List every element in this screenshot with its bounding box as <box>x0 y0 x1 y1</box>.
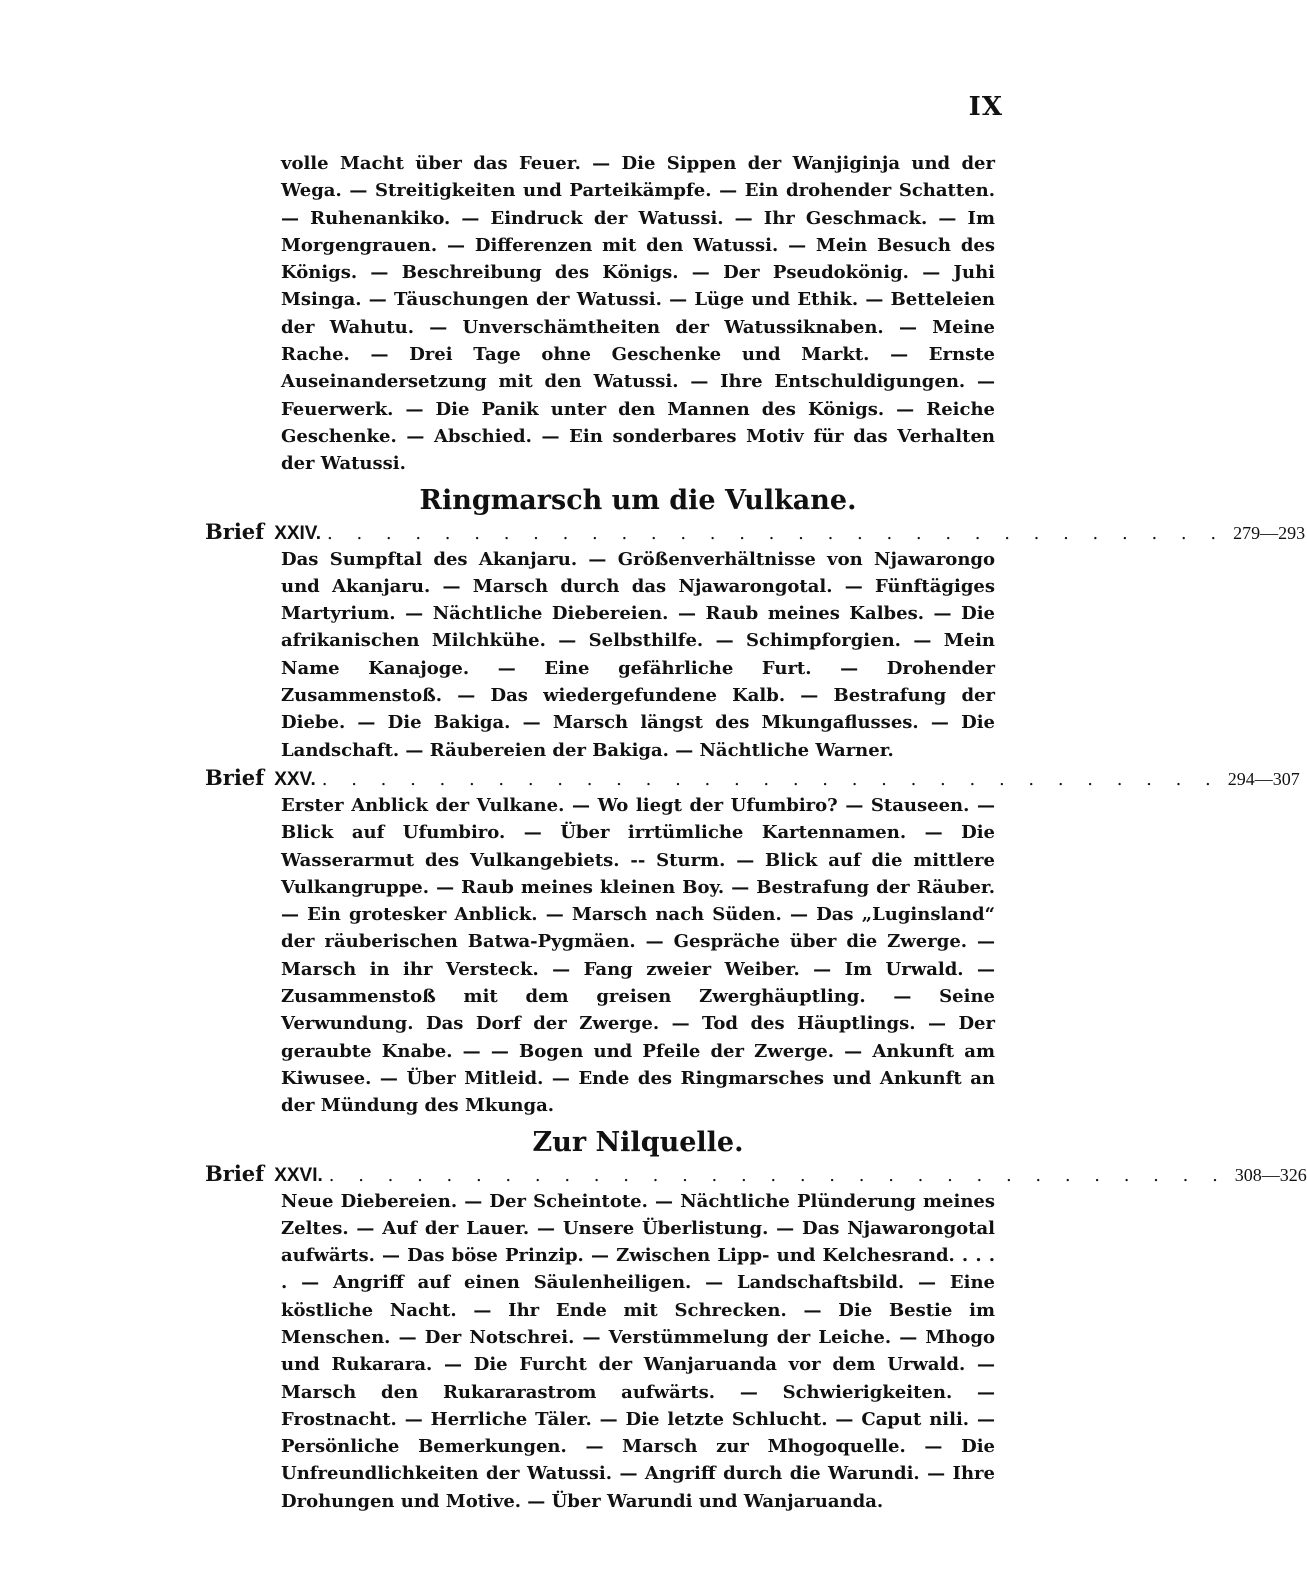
toc-entry-brief-xxvi <box>205 1160 1307 1188</box>
entry-summary: Das Sumpftal des Akanjaru. — Größenverhältnisse von Njawarongo und Akanjaru. — Marsch durch das Njawarongotal. — Fünftägiges Martyrium. — Nächtliche Diebereien. — Raub meines Kalbes. — Die afrikanischen Milchkühe. — Selbsthilfe. — Schimpforgien. — Mein Name Kanajoge. — Eine gefährliche Furt. — Drohender Zusammenstoß. — Das wiedergefundene Kalb. — Bestrafung der Diebe. — Die Bakiga. — Marsch längst des Mkungaflusses. — Die Landschaft. — Räubereien der Bakiga. — Nächtliche Warner. <box>281 548 995 761</box>
brief-label: Brief <box>205 518 265 544</box>
toc-entry-brief-xxv <box>205 764 1300 792</box>
section-heading-nilquelle: Zur Nilquelle. <box>532 1126 744 1158</box>
page-number: IX <box>968 92 1003 122</box>
intro-paragraph: volle Macht über das Feuer. — Die Sippen der Wanjiginja und der Wega. — Streitigkeiten und Parteikämpfe. — Ein drohender Schatten. — Ruhenankiko. — Eindruck der Watussi. — Ihr Geschmack. — Im Morgengrauen. — Differenzen mit den Watussi. — Mein Besuch des Königs. — Beschreibung des Königs. — Der Pseudokönig. — Juhi Msinga. — Täuschungen der Watussi. — Lüge und Ethik. — Betteleien der Wahutu. — Unverschämtheiten der Watussiknaben. — Meine Rache. — Drei Tage ohne Geschenke und Markt. — Ernste Auseinandersetzung mit den Watussi. — Ihre Entschuldigungen. — Feuerwerk. — Die Panik unter den Mannen des Königs. — Reiche Geschenke. — Abschied. — Ein sonderbares Motiv für das Verhalten der Watussi. <box>281 153 995 475</box>
brief-label: Brief <box>205 764 265 790</box>
entry-summary: Neue Diebereien. — Der Scheintote. — Nächtliche Plünderung meines Zeltes. — Auf der Lauer. — Unsere Überlistung. — Das Njawarongotal aufwärts. — Das böse Prinzip. — Zwischen Lipp- und Kelchesrand. . . . . — Angriff auf einen Säulenheiligen. — Landschaftsbild. — Eine köstliche Nacht. — Ihr Ende mit Schrecken. — Die Bestie im Menschen. — Der Notschrei. — Verstümmelung der Leiche. — Mhogo und Rukarara. — Die Furcht der Wanjaruanda vor dem Urwald. — Marsch den Rukararastrom aufwärts. — Schwierigkeiten. — Frostnacht. — Herrliche Täler. — Die letzte Schlucht. — Caput nili. — Persönliche Bemerkungen. — Marsch zur Mhogoquelle. — Die Unfreundlichkeiten der Watussi. — Angriff durch die Warundi. — Ihre Drohungen und Motive. — Über Warundi und Wanjaruanda. <box>281 1190 995 1512</box>
brief-number: XXIV. <box>274 522 322 544</box>
brief-number: XXV. <box>274 768 316 790</box>
page-range: 294—307 <box>1227 768 1300 789</box>
brief-label: Brief <box>205 1160 265 1186</box>
table-of-contents <box>205 150 1307 1515</box>
dot-leader: . . . . . . . . . . . . . . . . . . . . . . . . . . . . . . . <box>321 768 1220 790</box>
page-range: 308—326 <box>1234 1164 1307 1185</box>
toc-entry-brief-xxiv <box>205 518 1306 546</box>
section-heading-ringmarsch: Ringmarsch um die Vulkane. <box>419 484 857 516</box>
dot-leader: . . . . . . . . . . . . . . . . . . . . . . . . . . . . . . . <box>328 1164 1227 1186</box>
dot-leader: . . . . . . . . . . . . . . . . . . . . . . . . . . . . . . . <box>327 522 1226 544</box>
brief-number: XXVI. <box>274 1164 323 1186</box>
page-range: 279—293 <box>1233 522 1306 543</box>
entry-summary: Erster Anblick der Vulkane. — Wo liegt der Ufumbiro? — Stauseen. — Blick auf Ufumbiro. — Über irrtümliche Kartennamen. — Die Wasserarmut des Vulkangebiets. -- Sturm. — Blick auf die mittlere Vulkangruppe. — Raub meines kleinen Boy. — Bestrafung der Räuber. — Ein grotesker Anblick. — Marsch nach Süden. — Das „Luginsland“ der räuberischen Batwa-Pygmäen. — Gespräche über die Zwerge. — Marsch in ihr Versteck. — Fang zweier Weiber. — Im Urwald. — Zusammenstoß mit dem greisen Zwerghäuptling. — Seine Verwundung. Das Dorf der Zwerge. — Tod des Häuptlings. — Der geraubte Knabe. — — Bogen und Pfeile der Zwerge. — Ankunft am Kiwusee. — Über Mitleid. — Ende des Ringmarsches und Ankunft an der Mündung des Mkunga. <box>281 794 995 1117</box>
